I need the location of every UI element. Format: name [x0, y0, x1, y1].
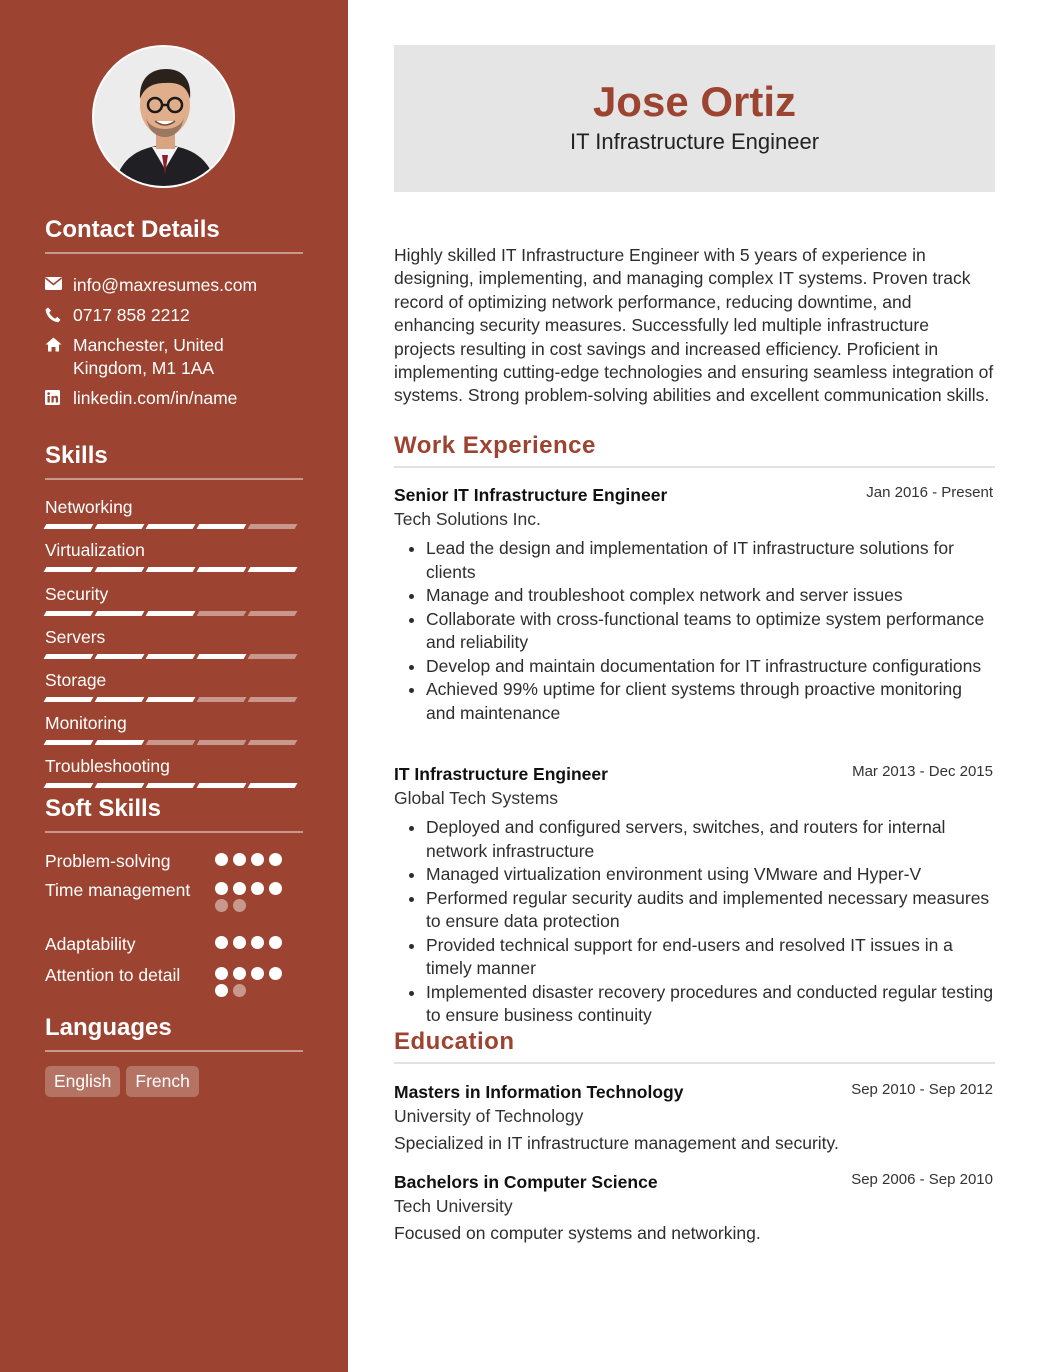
rating-dot	[251, 882, 264, 895]
sidebar	[0, 0, 348, 1372]
skill-level-segment	[95, 783, 145, 788]
education-description: Specialized in IT infrastructure management and security.	[394, 1133, 839, 1153]
avatar	[92, 45, 235, 188]
job-bullet: • Achieved 99% uptime for client systems through proactive monitoring and maintenance	[426, 678, 995, 725]
job-bullets	[394, 816, 995, 1028]
contact-email[interactable]	[45, 274, 303, 297]
skill-name: Security	[45, 584, 109, 604]
skill-level-segment	[146, 697, 196, 702]
rating-dot	[233, 967, 246, 980]
contact-address	[45, 334, 303, 380]
education-entry	[394, 1171, 995, 1244]
skill-level-bar	[45, 740, 303, 745]
soft-skill-rating	[215, 936, 290, 949]
skill-level-segment	[44, 524, 94, 529]
rating-dot	[215, 882, 228, 895]
rating-dot	[233, 984, 246, 997]
job-bullets	[394, 537, 995, 725]
language-tag: English	[45, 1066, 120, 1097]
school-name: University of Technology	[394, 1106, 584, 1126]
languages-list	[45, 1066, 199, 1097]
rating-dot	[215, 967, 228, 980]
education-description: Focused on computer systems and networking.	[394, 1223, 761, 1243]
skill-level-segment	[248, 524, 298, 529]
rating-dot	[233, 936, 246, 949]
soft-skill-name: Adaptability	[45, 934, 136, 954]
skills-heading: Skills	[45, 442, 303, 480]
job-dates: Mar 2013 - Dec 2015	[852, 763, 993, 780]
rating-dot	[269, 853, 282, 866]
skill-level-segment	[146, 654, 196, 659]
contact-linkedin[interactable]	[45, 387, 303, 410]
rating-dot	[215, 899, 228, 912]
degree-name: Masters in Information Technology	[394, 1082, 684, 1102]
skill-level-segment	[197, 740, 247, 745]
job-bullet: • Develop and maintain documentation for IT infrastructure configurations	[426, 655, 995, 679]
education-heading: Education	[394, 1028, 995, 1064]
skill-name: Monitoring	[45, 713, 127, 733]
education-dates: Sep 2010 - Sep 2012	[851, 1081, 993, 1098]
rating-dot	[215, 936, 228, 949]
skill-item	[45, 539, 303, 572]
soft-skill-rating	[215, 853, 290, 866]
skill-level-segment	[146, 524, 196, 529]
job-company: Global Tech Systems	[394, 788, 559, 808]
skill-level-segment	[95, 740, 145, 745]
job-role: IT Infrastructure Engineer	[394, 764, 608, 784]
skill-level-bar	[45, 654, 303, 659]
rating-dot	[269, 882, 282, 895]
contact-email-text: info@maxresumes.com	[73, 275, 258, 295]
job-bullet: • Provided technical support for end-users and resolved IT issues in a timely manner	[426, 934, 995, 981]
rating-dot	[269, 967, 282, 980]
skill-level-bar	[45, 524, 303, 529]
skill-level-bar	[45, 697, 303, 702]
skill-item	[45, 583, 303, 616]
rating-dot	[251, 853, 264, 866]
skill-level-segment	[44, 697, 94, 702]
skill-level-bar	[45, 567, 303, 572]
profile-photo	[94, 47, 235, 188]
job-entry	[394, 484, 995, 725]
skill-level-segment	[44, 611, 94, 616]
rating-dot	[233, 882, 246, 895]
languages-heading: Languages	[45, 1014, 303, 1052]
job-bullet: • Lead the design and implementation of IT infrastructure solutions for clients	[426, 537, 995, 584]
job-bullet: • Collaborate with cross-functional teams to optimize system performance and reliability	[426, 608, 995, 655]
language-tag: French	[126, 1066, 198, 1097]
job-bullet: • Deployed and configured servers, switches, and routers for internal network infrastructure	[426, 816, 995, 863]
skill-level-segment	[248, 567, 298, 572]
skill-level-segment	[146, 567, 196, 572]
candidate-title: IT Infrastructure Engineer	[569, 129, 820, 154]
rating-dot	[251, 967, 264, 980]
contact-address-text: Manchester, United Kingdom, M1 1AA	[73, 335, 224, 378]
job-bullet: • Implemented disaster recovery procedures and conducted regular testing to ensure business continuity	[426, 981, 995, 1028]
skill-level-segment	[44, 654, 94, 659]
skill-item	[45, 496, 303, 529]
contact-phone[interactable]	[45, 304, 303, 327]
skill-level-segment	[44, 740, 94, 745]
linkedin-icon	[45, 387, 73, 410]
soft-skill-name: Attention to detail	[45, 965, 181, 985]
job-role: Senior IT Infrastructure Engineer	[394, 485, 668, 505]
rating-dot	[215, 984, 228, 997]
skill-level-segment	[95, 524, 145, 529]
job-dates: Jan 2016 - Present	[866, 484, 993, 501]
education-entry	[394, 1081, 995, 1154]
rating-dot	[233, 899, 246, 912]
soft-skills-heading: Soft Skills	[45, 795, 303, 833]
contact-linkedin-text: linkedin.com/in/name	[73, 388, 238, 408]
skill-level-segment	[44, 567, 94, 572]
skill-level-segment	[95, 567, 145, 572]
phone-icon	[45, 304, 73, 327]
profile-summary: Highly skilled IT Infrastructure Engineer with 5 years of experience in designing, implementing, and managing complex IT systems. Proven track record of optimizing network performance, reducing downtime, and enhancing security measures. Successfully led multiple infrastructure projects resulting in cost savings and increased efficiency. Proficient in implementing cutting-edge technologies and ensuring seamless integration of systems. Strong problem-solving abilities and excellent communication skills.	[394, 245, 994, 406]
name-header	[394, 45, 995, 192]
skill-name: Troubleshooting	[45, 756, 170, 776]
envelope-icon	[45, 274, 73, 297]
skill-level-bar	[45, 611, 303, 616]
skill-level-segment	[146, 740, 196, 745]
soft-skill-name: Time management	[45, 880, 191, 900]
skill-name: Networking	[45, 497, 133, 517]
skill-level-segment	[248, 740, 298, 745]
skill-level-segment	[95, 697, 145, 702]
degree-name: Bachelors in Computer Science	[394, 1172, 658, 1192]
skill-item	[45, 669, 303, 702]
contact-heading: Contact Details	[45, 216, 303, 254]
school-name: Tech University	[394, 1196, 513, 1216]
skill-level-segment	[95, 611, 145, 616]
job-bullet: • Performed regular security audits and implemented necessary measures to ensure data protection	[426, 887, 995, 934]
skill-level-segment	[197, 783, 247, 788]
skill-level-segment	[95, 654, 145, 659]
soft-skill-rating	[215, 882, 290, 912]
skill-level-segment	[146, 783, 196, 788]
skill-item	[45, 712, 303, 745]
skill-name: Storage	[45, 670, 107, 690]
contact-phone-text: 0717 858 2212	[73, 305, 190, 325]
rating-dot	[215, 853, 228, 866]
skill-name: Virtualization	[45, 540, 145, 560]
rating-dot	[233, 853, 246, 866]
soft-skill-name: Problem-solving	[45, 851, 171, 871]
soft-skill-rating	[215, 967, 290, 997]
skill-name: Servers	[45, 627, 106, 647]
job-entry	[394, 763, 995, 1028]
skill-level-segment	[146, 611, 196, 616]
job-bullet: • Managed virtualization environment using VMware and Hyper-V	[426, 863, 995, 887]
rating-dot	[251, 936, 264, 949]
skill-item	[45, 626, 303, 659]
skill-level-segment	[197, 524, 247, 529]
skill-level-bar	[45, 783, 303, 788]
skill-item	[45, 755, 303, 788]
work-experience-heading: Work Experience	[394, 432, 995, 468]
skill-level-segment	[44, 783, 94, 788]
skill-level-segment	[248, 697, 298, 702]
home-icon	[45, 334, 73, 380]
skill-level-segment	[197, 654, 247, 659]
job-bullet: • Manage and troubleshoot complex network and server issues	[426, 584, 995, 608]
education-dates: Sep 2006 - Sep 2010	[851, 1171, 993, 1188]
skill-level-segment	[197, 697, 247, 702]
skill-level-segment	[197, 567, 247, 572]
rating-dot	[269, 936, 282, 949]
skill-level-segment	[197, 611, 247, 616]
skill-level-segment	[248, 654, 298, 659]
candidate-name: Jose Ortiz	[592, 78, 797, 125]
skill-level-segment	[248, 783, 298, 788]
skill-level-segment	[248, 611, 298, 616]
job-company: Tech Solutions Inc.	[394, 509, 541, 529]
